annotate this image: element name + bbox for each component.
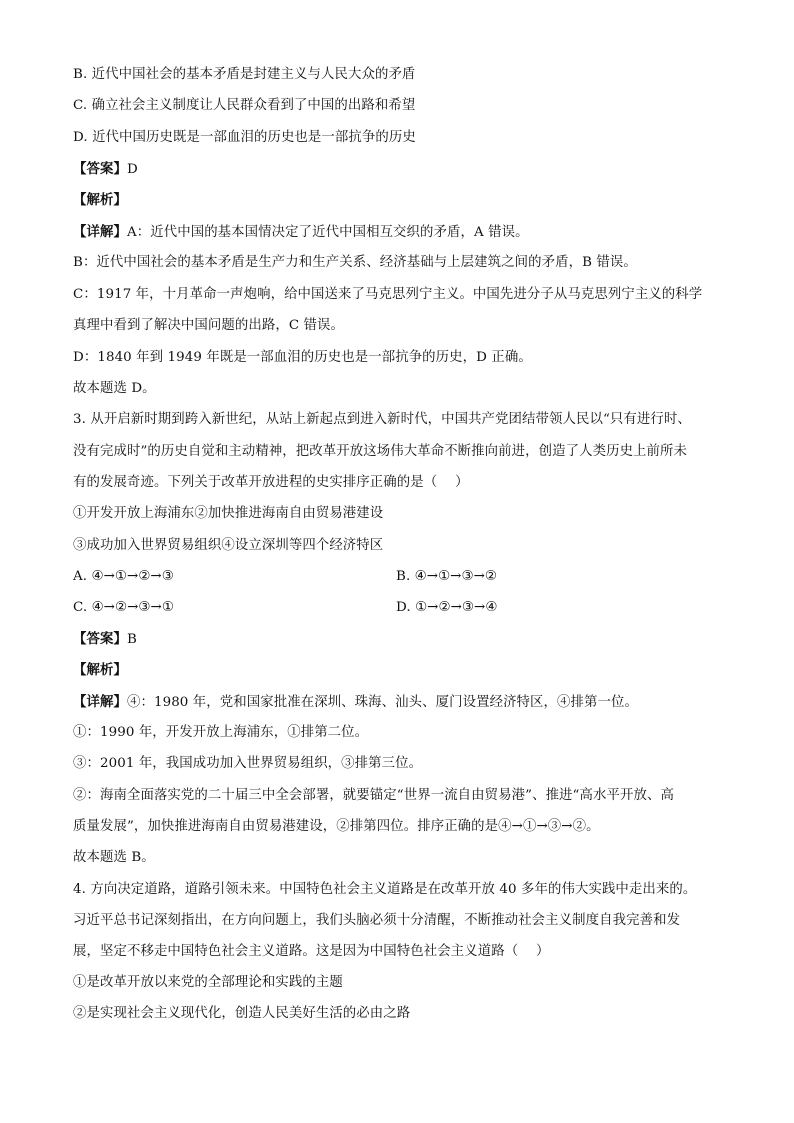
- q2-detail-c2: 真理中看到了解决中国问题的出路，C 错误。: [73, 318, 345, 333]
- q3-stem-line-3: 有的发展奇迹。下列关于改革开放进程的史实排序正确的是（ ）: [73, 475, 469, 490]
- q2-detail-tag: 【详解】: [73, 224, 127, 240]
- q3-items-1-2: ①开发开放上海浦东②加快推进海南自由贸易港建设: [73, 506, 384, 521]
- q4-stem-line-2: 习近平总书记深刻指出，在方向问题上，我们头脑必须十分清醒，不断推动社会主义制度自我完善和发: [73, 913, 681, 928]
- q3-detail-tag: 【详解】: [73, 694, 127, 710]
- q2-detail-d: D：1840 年到 1949 年既是一部血泪的历史也是一部抗争的历史，D 正确。: [73, 350, 532, 365]
- q2-answer-row: [73, 159, 138, 179]
- q3-detail-2a: ②：海南全面落实党的二十届三中全会部署，就要锚定“世界一流自由贸易港”、推进“高水平开放、高: [73, 788, 674, 803]
- q2-detail-b: B：近代中国社会的基本矛盾是生产力和生产关系、经济基础与上层建筑之间的矛盾，B 错误。: [73, 255, 637, 270]
- q3-option-c: C. ④→②→③→①: [73, 600, 174, 615]
- q2-answer-value: D: [126, 162, 138, 177]
- q2-analysis-tag: 【解析】: [73, 192, 127, 208]
- q3-items-3-4: ③成功加入世界贸易组织④设立深圳等四个经济特区: [73, 538, 384, 553]
- q2-option-c: C. 确立社会主义制度让人民群众看到了中国的出路和希望: [73, 98, 416, 113]
- q3-conclusion: 故本题选 B。: [73, 850, 155, 865]
- q3-answer-row: [73, 629, 137, 649]
- q3-detail-4-row: [73, 692, 638, 712]
- q3-option-d: D. ①→②→③→④: [396, 600, 498, 615]
- q3-stem-line-1: 3. 从开启新时期到跨入新世纪，从站上新起点到进入新时代，中国共产党团结带领人民以“只有进行时、: [73, 412, 691, 427]
- q3-analysis-tag: 【解析】: [73, 662, 127, 678]
- q3-answer-value: B: [126, 632, 137, 647]
- q3-answer-tag: 【答案】: [73, 631, 127, 647]
- q2-option-b: B. 近代中国社会的基本矛盾是封建主义与人民大众的矛盾: [73, 67, 416, 82]
- q4-item-2: ②是实现社会主义现代化，创造人民美好生活的必由之路: [73, 1006, 411, 1021]
- q3-detail-3: ③：2001 年，我国成功加入世界贸易组织，③排第三位。: [73, 756, 423, 771]
- q3-detail-4: ④：1980 年，党和国家批准在深圳、珠海、汕头、厦门设置经济特区，④排第一位。: [126, 695, 638, 710]
- q3-detail-2b: 质量发展”，加快推进海南自由贸易港建设，②排第四位。排序正确的是④→①→③→②。: [73, 819, 600, 834]
- q4-stem-line-3: 展，坚定不移走中国特色社会主义道路。这是因为中国特色社会主义道路（ ）: [73, 944, 550, 959]
- q2-detail-a-row: [73, 222, 529, 242]
- q2-answer-tag: 【答案】: [73, 161, 127, 177]
- q3-option-a: A. ④→①→②→③: [73, 569, 174, 584]
- q4-stem-line-1: 4. 方向决定道路，道路引领未来。中国特色社会主义道路是在改革开放 40 多年的伟大实践中走出来的。: [73, 882, 697, 897]
- q3-option-b: B. ④→①→③→②: [396, 569, 498, 584]
- q2-option-d: D. 近代中国历史既是一部血泪的历史也是一部抗争的历史: [73, 130, 416, 145]
- q2-detail-c1: C：1917 年，十月革命一声炮响，给中国送来了马克思列宁主义。中国先进分子从马克思列宁主义的科学: [73, 287, 703, 302]
- q3-stem-line-2: 没有完成时”的历史自觉和主动精神，把改革开放这场伟大革命不断推向前进，创造了人类历史上前所未: [73, 444, 688, 459]
- q3-detail-1: ①：1990 年，开发开放上海浦东，①排第二位。: [73, 725, 369, 740]
- q2-conclusion: 故本题选 D。: [73, 381, 156, 396]
- q2-detail-a: A：近代中国的基本国情决定了近代中国相互交织的矛盾，A 错误。: [126, 225, 529, 240]
- q4-item-1: ①是改革开放以来党的全部理论和实践的主题: [73, 975, 343, 990]
